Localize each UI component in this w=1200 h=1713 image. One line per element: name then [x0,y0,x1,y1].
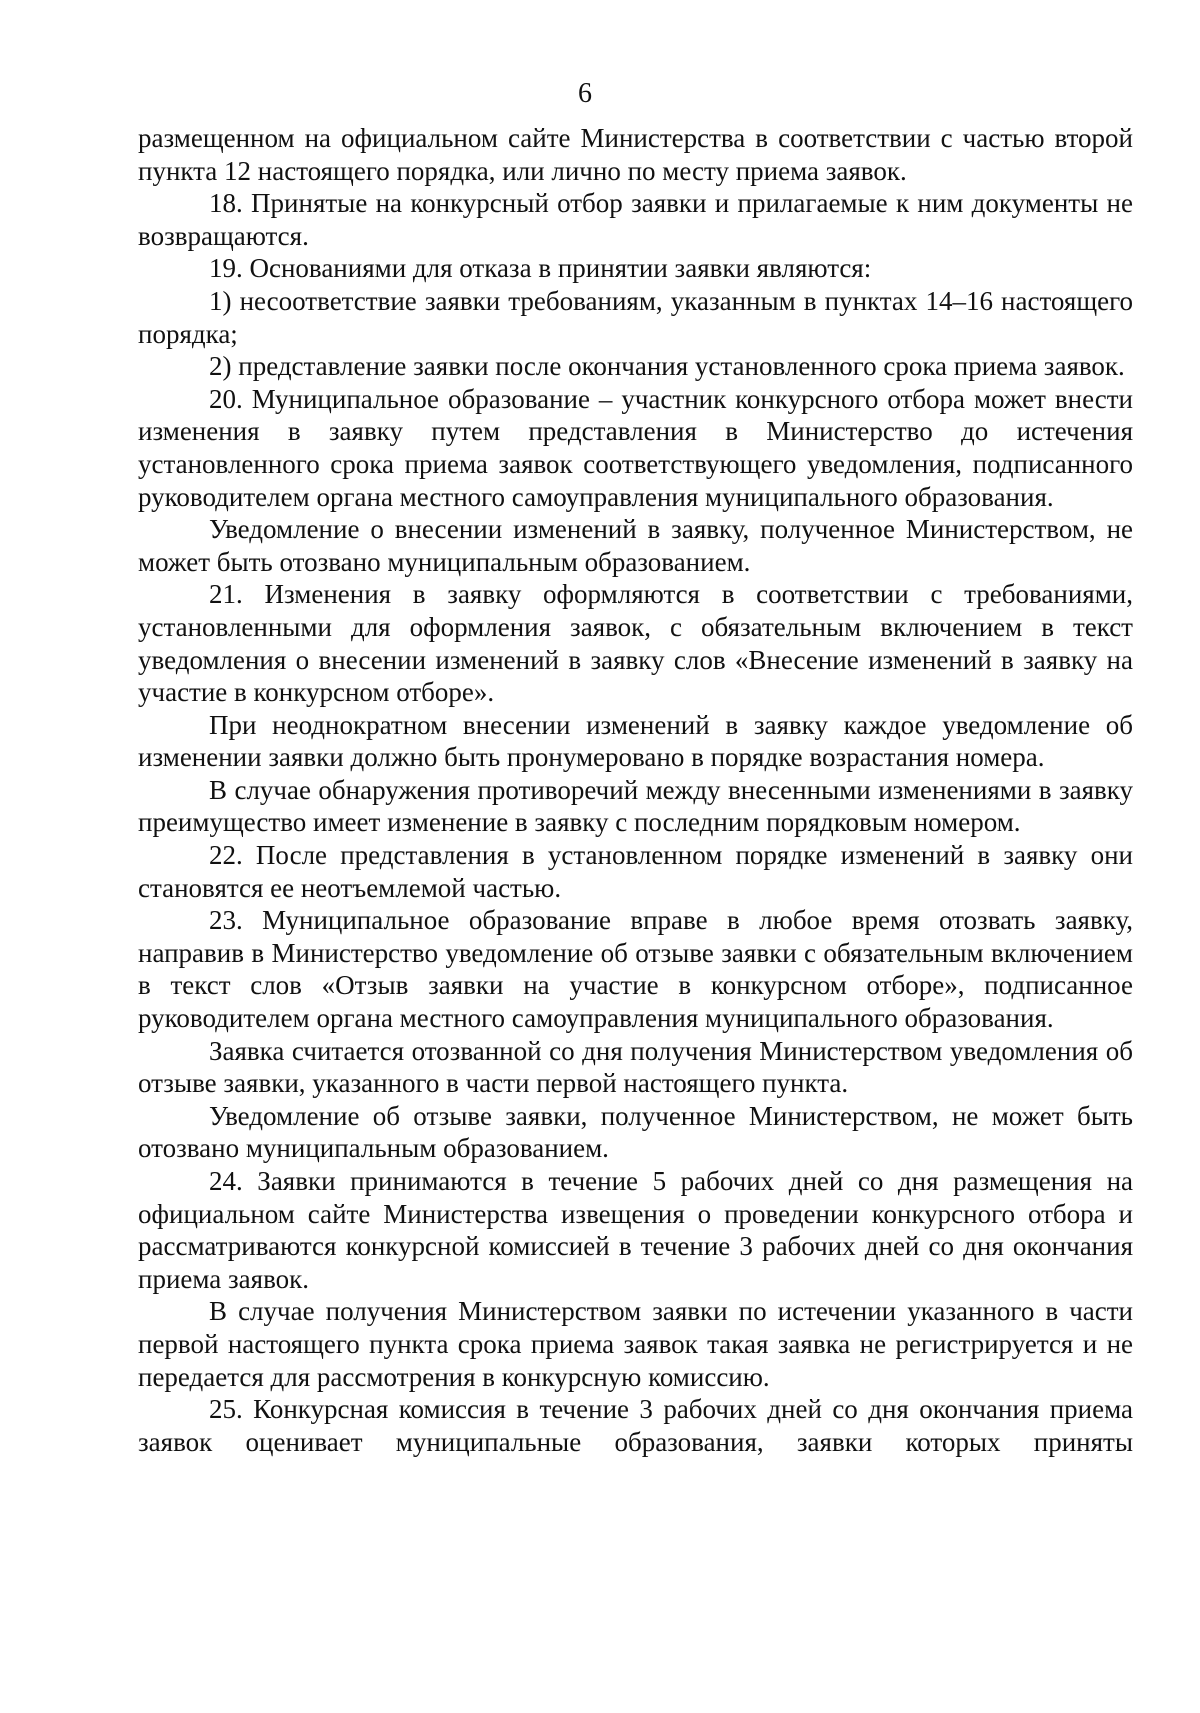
paragraph-19: 19. Основаниями для отказа в принятии заявки являются: [209,253,872,284]
paragraph-20: 20. Муниципальное образование – участник конкурсного отбора может внести изменения в заявку путем представления в Министерство до истечения установленного срока приема заявок соответствующего уведомления, подписанного руководителем органа местного самоуправления муниципального образования. [138,383,1133,512]
paragraph-24: 24. Заявки принимаются в течение 5 рабочих дней со дня размещения на официальном сайте Министерства извещения о проведении конкурсного отбора и рассматриваются конкурсной комиссией в течение 3 рабочих дней со дня окончания приема заявок. [138,1166,1133,1294]
page-number: 6 [578,78,592,109]
paragraph-19-item-1: 1) несоответствие заявки требованиям, указанным в пунктах 14–16 настоящего порядка; [138,285,1133,349]
paragraph-21: 21. Изменения в заявку оформляются в соответствии с требованиями, установленными для оформления заявок, с обязательным включением в текст уведомления о внесении изменений в заявку слов «Внесение изменений в заявку на участие в конкурсном отборе». [138,579,1133,708]
paragraph-25: 25. Конкурсная комиссия в течение 3 рабочих дней со дня окончания приема заявок оценивает муниципальные образования, заявки которых приняты [138,1394,1133,1457]
document-body [138,122,1133,1458]
paragraph-20-part-2: Уведомление о внесении изменений в заявку, полученное Министерством, не может быть отозвано муниципальным образованием. [138,514,1133,577]
paragraph-23-part-2: Заявка считается отозванной со дня получения Министерством уведомления об отзыве заявки, указанного в части первой настоящего пункта. [138,1035,1133,1099]
paragraph-24-part-2: В случае получения Министерством заявки по истечении указанного в части первой настоящего пункта срока приема заявок такая заявка не регистрируется и не передается для рассмотрения в конкурсную комиссию. [138,1296,1133,1392]
paragraph-22: 22. После представления в установленном порядке изменений в заявку они становятся ее неотъемлемой частью. [138,840,1133,903]
paragraph-18: 18. Принятые на конкурсный отбор заявки и прилагаемые к ним документы не возвращаются. [138,188,1133,251]
paragraph-19-item-2: 2) представление заявки после окончания установленного срока приема заявок. [209,351,1125,382]
paragraph-21-part-3: В случае обнаружения противоречий между внесенными изменениями в заявку преимущество имеет изменение в заявку с последним порядковым номером. [138,774,1133,838]
paragraph-23: 23. Муниципальное образование вправе в любое время отозвать заявку, направив в Министерство уведомление об отзыве заявки с обязательным включением в текст слов «Отзыв заявки на участие в конкурсном отборе», подписанное руководителем органа местного самоуправления муниципального образования. [138,905,1133,1034]
paragraph-continuation: размещенном на официальном сайте Министерства в соответствии с частью второй пункта 12 настоящего порядка, или лично по месту приема заявок. [138,123,1133,186]
paragraph-23-part-3: Уведомление об отзыве заявки, полученное Министерством, не может быть отозвано муниципальным образованием. [138,1100,1133,1164]
paragraph-21-part-2: При неоднократном внесении изменений в заявку каждое уведомление об изменении заявки должно быть пронумеровано в порядке возрастания номера. [138,709,1133,773]
